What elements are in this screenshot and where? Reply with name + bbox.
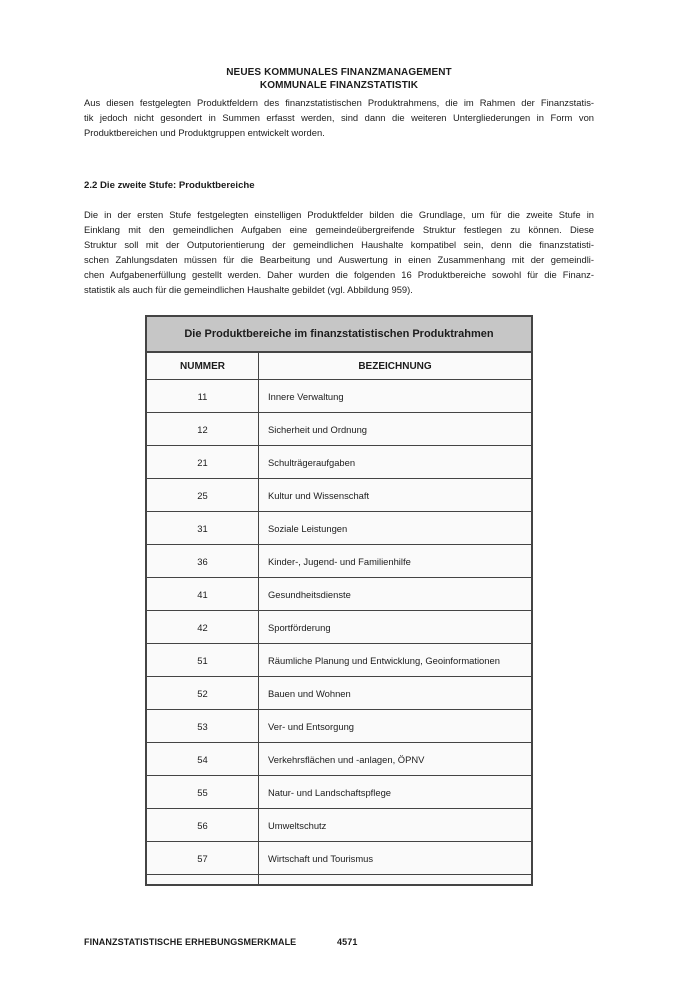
cell-nummer: 55 bbox=[147, 776, 259, 808]
cell-nummer: 41 bbox=[147, 578, 259, 610]
cell-nummer: 36 bbox=[147, 545, 259, 577]
paragraph-line: Einklang mit den gemeindlichen Aufgaben eine gemeindeübergreifende Struktur festlegen zu können. Diese bbox=[84, 224, 594, 235]
paragraph-second-stage bbox=[84, 207, 594, 297]
table-row bbox=[147, 710, 531, 743]
cell-nummer: 11 bbox=[147, 380, 259, 412]
table-row bbox=[147, 380, 531, 413]
paragraph-line: statistik als auch für die gemeindlichen Haushalte gebildet (vgl. Abbildung 959). bbox=[84, 284, 413, 295]
document-header bbox=[84, 66, 594, 92]
cell-bezeichnung: Gesundheitsdienste bbox=[268, 588, 351, 600]
paragraph-line: Produktbereichen und Produktgruppen entwickelt worden. bbox=[84, 127, 325, 138]
header-line-2: KOMMUNALE FINANZSTATISTIK bbox=[259, 80, 419, 91]
table-row bbox=[147, 776, 531, 809]
footer-page-number: 4571 bbox=[337, 937, 358, 947]
cell-bezeichnung: Verkehrsflächen und -anlagen, ÖPNV bbox=[268, 753, 425, 765]
paragraph-line: Struktur soll mit der Outputorientierung der gemeindlichen Haushalte kompatibel sein, denn die finanzstatisti- bbox=[84, 239, 594, 250]
cell-bezeichnung: Innere Verwaltung bbox=[268, 390, 344, 402]
table-row bbox=[147, 677, 531, 710]
table-title: Die Produktbereiche im finanzstatistischen Produktrahmen bbox=[147, 317, 531, 353]
header-line-1: NEUES KOMMUNALES FINANZMANAGEMENT bbox=[226, 67, 452, 78]
cell-nummer: 25 bbox=[147, 479, 259, 511]
cell-nummer-empty bbox=[147, 875, 259, 884]
table-row bbox=[147, 479, 531, 512]
cell-bezeichnung: Sportförderung bbox=[268, 621, 331, 633]
cell-nummer: 42 bbox=[147, 611, 259, 643]
table-row bbox=[147, 413, 531, 446]
paragraph-line: Aus diesen festgelegten Produktfeldern des finanzstatistischen Produktrahmens, die im Rahmen der Finanzstatis- bbox=[84, 97, 594, 108]
cell-nummer: 56 bbox=[147, 809, 259, 841]
cell-nummer: 52 bbox=[147, 677, 259, 709]
cell-nummer: 21 bbox=[147, 446, 259, 478]
cell-nummer: 53 bbox=[147, 710, 259, 742]
cell-bezeichnung: Natur- und Landschaftspflege bbox=[268, 786, 391, 798]
cell-bezeichnung: Kultur und Wissenschaft bbox=[268, 489, 370, 501]
cell-bezeichnung: Soziale Leistungen bbox=[268, 522, 348, 534]
table-row bbox=[147, 545, 531, 578]
cell-bezeichnung: Ver- und Entsorgung bbox=[268, 720, 354, 732]
cell-bezeichnung: Bauen und Wohnen bbox=[268, 687, 351, 699]
paragraph-line: Die in der ersten Stufe festgelegten einstelligen Produktfelder bilden die Grundlage, um für die zweite Stufe in bbox=[84, 209, 594, 220]
paragraph-line: tik jedoch nicht gesondert in Summen erfasst werden, sind dann die weiteren Untergliederungen in Form von bbox=[84, 112, 594, 123]
cell-bezeichnung: Sicherheit und Ordnung bbox=[268, 423, 368, 435]
cell-bezeichnung: Kinder-, Jugend- und Familienhilfe bbox=[268, 555, 411, 567]
table-header-row bbox=[147, 353, 531, 380]
cell-bezeichnung: Schulträgeraufgaben bbox=[268, 456, 356, 468]
section-heading: 2.2 Die zweite Stufe: Produktbereiche bbox=[84, 180, 255, 191]
cell-bezeichnung: Wirtschaft und Tourismus bbox=[268, 852, 374, 864]
table-row-cutoff bbox=[147, 875, 531, 884]
page-footer bbox=[84, 936, 594, 948]
table-row bbox=[147, 446, 531, 479]
table-row bbox=[147, 644, 531, 677]
table-row bbox=[147, 512, 531, 545]
table-row bbox=[147, 809, 531, 842]
paragraph-line: chen Aufgabenerfüllung gestellt werden. Daher wurden die folgenden 16 Produktbereiche sowohl für die Finanz- bbox=[84, 269, 594, 280]
table-row bbox=[147, 578, 531, 611]
paragraph-line: schen Zahlungsdaten müssen für die Bearbeitung und Auswertung in einen Zusammenhang mit der gemeindli- bbox=[84, 254, 594, 265]
table-row bbox=[147, 743, 531, 776]
cell-nummer: 57 bbox=[147, 842, 259, 874]
footer-label: FINANZSTATISTISCHE ERHEBUNGSMERKMALE bbox=[84, 937, 297, 947]
paragraph-intro bbox=[84, 95, 594, 140]
cell-nummer: 54 bbox=[147, 743, 259, 775]
column-header-bezeichnung: BEZEICHNUNG bbox=[358, 360, 432, 372]
product-areas-table bbox=[145, 315, 533, 886]
cell-nummer: 31 bbox=[147, 512, 259, 544]
cell-nummer: 51 bbox=[147, 644, 259, 676]
table-row bbox=[147, 842, 531, 875]
column-header-nummer: NUMMER bbox=[147, 353, 259, 379]
cell-bezeichnung: Räumliche Planung und Entwicklung, Geoinformationen bbox=[268, 654, 500, 666]
cell-bezeichnung: Umweltschutz bbox=[268, 819, 327, 831]
table-row bbox=[147, 611, 531, 644]
cell-nummer: 12 bbox=[147, 413, 259, 445]
